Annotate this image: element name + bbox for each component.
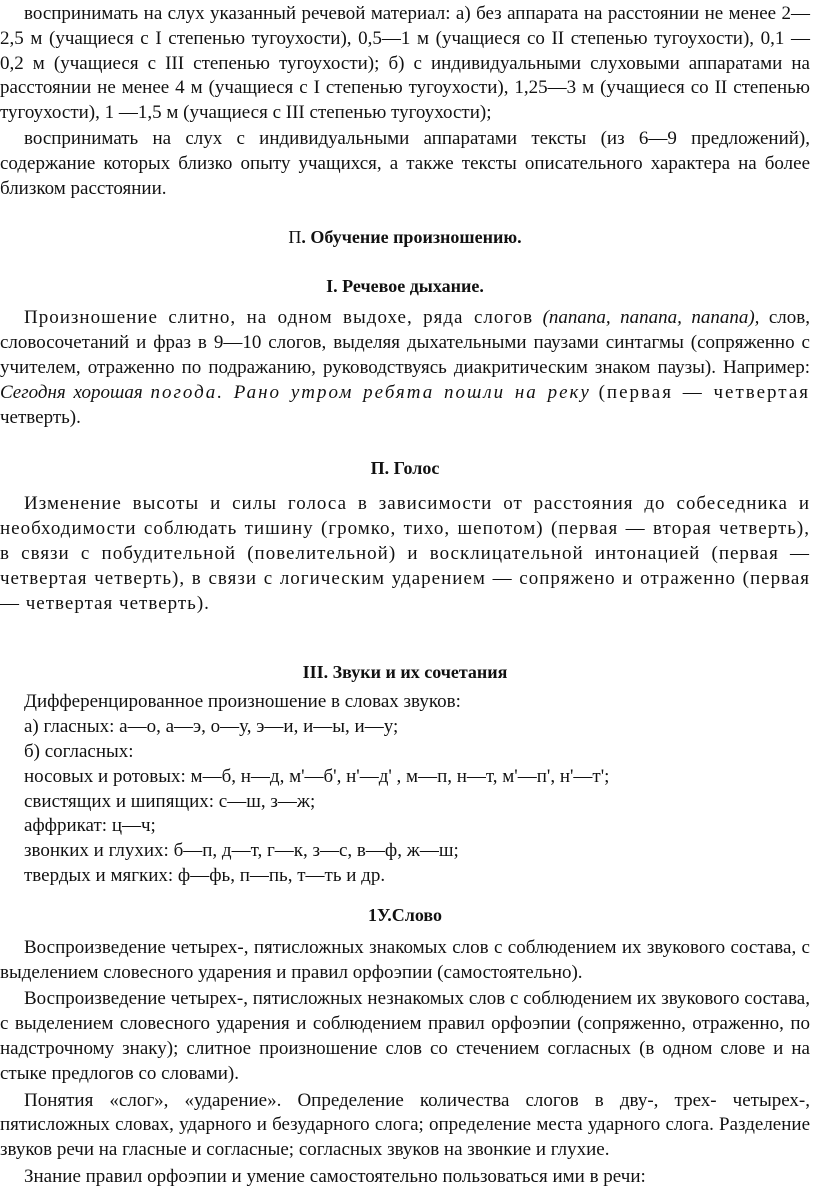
word-paragraph-3: Понятия «слог», «ударение». Определение количества слогов в дву-, трех- четырех-, пятисложных словах, ударного и безударного слога; определение места ударного слога. Разделение звуков речи на гласные и согласные; согласных звуков на звонкие и глухие. [0, 1089, 810, 1161]
list-item: носовых и ротовых: м—б, н—д, м'—б', н'—д' , м—п, н—т, м'—п', н'—т'; [24, 765, 610, 787]
list-item: аффрикат: ц—ч; [24, 815, 156, 837]
intro-paragraph-1: воспринимать на слух указанный речевой материал: а) без аппарата на расстоянии не менее 2—2,5 м (учащиеся с I степенью тугоухости), 0,5—1 м (учащиеся со II степенью тугоухости), 0,1 — 0,2 м (учащиеся с III степенью тугоухости); б) с индивидуальными слуховыми аппаратами на расстоянии не менее 4 м (учащиеся с I степенью тугоухости), 1,25—3 м (учащиеся со II степенью тугоухости), 1 —1,5 м (учащиеся с III степенью тугоухости); [0, 3, 810, 124]
text-run-italic: (папапа, папапа, папапа), [542, 307, 760, 329]
text-run: четверть). [0, 406, 81, 428]
word-paragraph-2: Воспроизведение четырех-, пятисложных незнакомых слов с соблюдением их звукового состава, с выделением словесного ударения и соблюдением правил орфоэпии (сопряженно, отраженно, по надстрочному знаку); слитное произношение слов со стечением согласных (в одном слове и на стыке предлогов со словами). [0, 988, 810, 1084]
section-title [0, 225, 810, 249]
list-item: звонких и глухих: б—п, д—т, г—к, з—с, в—ф, ж—ш; [24, 840, 459, 862]
intro-paragraph-2: воспринимать на слух с индивидуальными аппаратами тексты (из 6—9 предложений), содержание которых близко опыту учащихся, а также тексты описательного характера на более близком расстоянии. [0, 127, 810, 199]
paragraph-breathing [0, 306, 810, 430]
word-paragraph-1: Воспроизведение четырех-, пятисложных знакомых слов с соблюдением их звукового состава, с выделением словесного ударения и правил орфоэпии (самостоятельно). [0, 936, 810, 983]
text-run: слов, словосочетаний и фраз в 9—10 слогов, выделяя дыхательными паузами синтагмы (сопряженно с учителем, отраженно по подражанию, руководствуясь диакритическим знаком паузы). Например: [0, 307, 811, 378]
sounds-list [0, 715, 810, 889]
paragraph-voice: Изменение высоты и силы голоса в зависимости от расстояния до собеседника и необходимости соблюдать тишину (громко, тихо, шепотом) (первая — вторая четверть), в связи с побудительной (повелительной) и восклицательной интонацией (первая — четвертая четверть), в связи с логическим ударением — сопряжено и отраженно (первая — четвертая четверть). [0, 493, 810, 614]
word-paragraph-4: Знание правил орфоэпии и умение самостоятельно пользоваться ими в речи: [24, 1165, 646, 1187]
sounds-lead: Дифференцированное произношение в словах звуков: [24, 691, 461, 713]
heading-word: 1У.Слово [367, 904, 443, 925]
section-title-text: . Обучение произношению. [301, 227, 522, 248]
list-item: твердых и мягких: ф—фь, п—пь, т—ть и др. [24, 864, 386, 886]
heading-voice: П. Голос [370, 458, 440, 479]
heading-breathing: I. Речевое дыхание. [326, 276, 484, 297]
section-number: П [288, 227, 302, 248]
text-run: Произношение слитно, на одном выдохе, ряда слогов [24, 307, 534, 329]
text-run-italic-spaced: погода. Рано утром ребята пошли на реку [150, 381, 591, 403]
text-run-spaced: (первая — четвертая [598, 381, 811, 403]
list-item: а) гласных: а—о, а—э, о—у, э—и, и—ы, и—у; [24, 716, 399, 738]
heading-sounds: III. Звуки и их сочетания [302, 662, 508, 683]
text-run-italic: Сегодня хорошая [0, 381, 143, 403]
list-item: б) согласных: [24, 740, 134, 762]
list-item: свистящих и шипящих: с—ш, з—ж; [24, 790, 316, 812]
